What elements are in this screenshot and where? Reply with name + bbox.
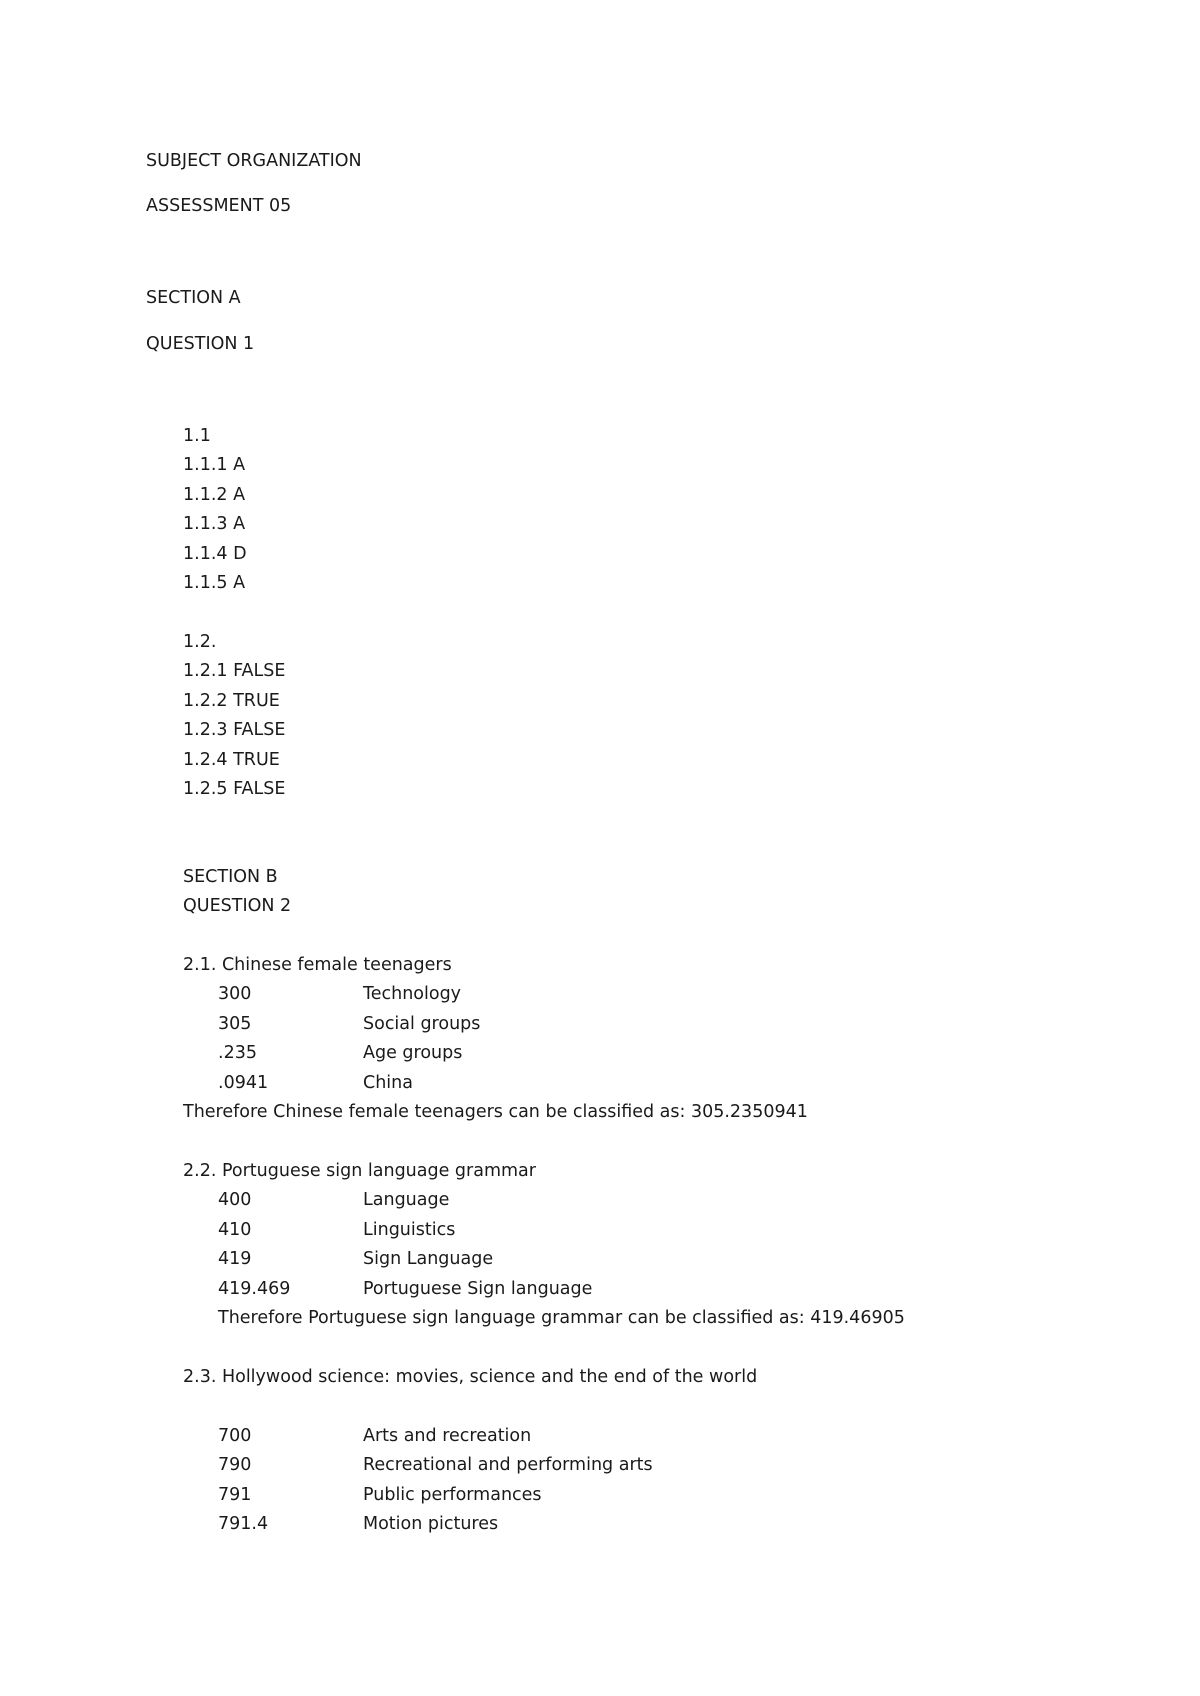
classification-description: Public performances: [363, 1485, 542, 1505]
classification-code: 410: [218, 1220, 252, 1240]
classification-description: China: [363, 1073, 413, 1093]
classification-code: 791.4: [218, 1514, 269, 1534]
classification-code: 300: [218, 984, 252, 1004]
q2-3-heading: 2.3. Hollywood science: movies, science and the end of the world: [183, 1367, 758, 1387]
classification-code: 400: [218, 1190, 252, 1210]
classification-code: 419.469: [218, 1279, 291, 1299]
classification-description: Sign Language: [363, 1249, 494, 1269]
subject-title: SUBJECT ORGANIZATION: [146, 151, 362, 171]
classification-description: Linguistics: [363, 1220, 456, 1240]
q2-2-heading: 2.2. Portuguese sign language grammar: [183, 1161, 536, 1181]
classification-description: Age groups: [363, 1043, 463, 1063]
q2-1-heading: 2.1. Chinese female teenagers: [183, 955, 452, 975]
q1-1-answer: 1.1.5 A: [183, 573, 246, 593]
question-2-title: QUESTION 2: [183, 896, 292, 916]
q1-1-answer: 1.1.4 D: [183, 544, 247, 564]
q1-2-answer: 1.2.1 FALSE: [183, 661, 286, 681]
classification-code: 419: [218, 1249, 252, 1269]
q1-2-answer: 1.2.2 TRUE: [183, 691, 280, 711]
classification-code: .235: [218, 1043, 257, 1063]
classification-description: Portuguese Sign language: [363, 1279, 593, 1299]
classification-description: Technology: [363, 984, 462, 1004]
classification-code: 791: [218, 1485, 252, 1505]
q1-2-answer: 1.2.4 TRUE: [183, 750, 280, 770]
q1-1-answer: 1.1.2 A: [183, 485, 246, 505]
classification-description: Language: [363, 1190, 450, 1210]
assessment-title: ASSESSMENT 05: [146, 196, 292, 216]
classification-code: 305: [218, 1014, 252, 1034]
q1-1-answer: 1.1.1 A: [183, 455, 246, 475]
q1-2-label: 1.2.: [183, 632, 217, 652]
q1-2-answer: 1.2.3 FALSE: [183, 720, 286, 740]
classification-description: Social groups: [363, 1014, 481, 1034]
section-b-title: SECTION B: [183, 867, 278, 887]
q1-1-answer: 1.1.3 A: [183, 514, 246, 534]
classification-code: .0941: [218, 1073, 269, 1093]
classification-description: Motion pictures: [363, 1514, 499, 1534]
section-a-title: SECTION A: [146, 288, 241, 308]
q1-2-answer: 1.2.5 FALSE: [183, 779, 286, 799]
classification-description: Arts and recreation: [363, 1426, 532, 1446]
classification-code: 790: [218, 1455, 252, 1475]
q2-2-conclusion: Therefore Portuguese sign language grammar can be classified as: 419.46905: [218, 1308, 905, 1328]
classification-code: 700: [218, 1426, 252, 1446]
question-1-title: QUESTION 1: [146, 334, 255, 354]
classification-description: Recreational and performing arts: [363, 1455, 653, 1475]
q2-1-conclusion: Therefore Chinese female teenagers can be classified as: 305.2350941: [183, 1102, 808, 1122]
q1-1-label: 1.1: [183, 426, 211, 446]
